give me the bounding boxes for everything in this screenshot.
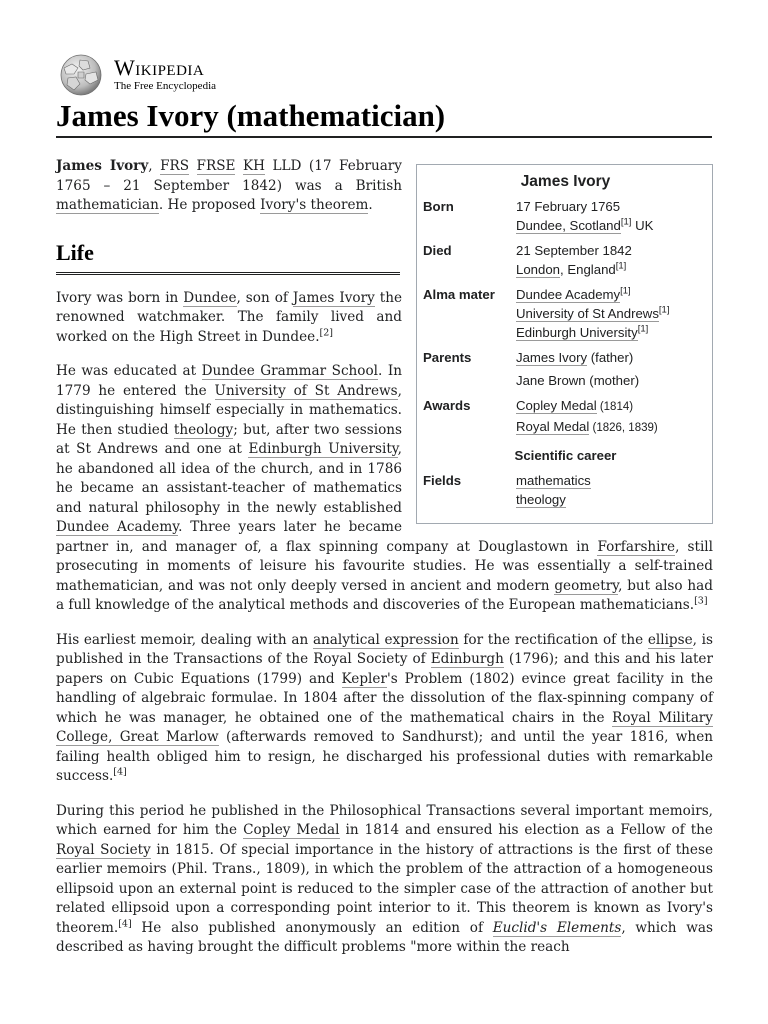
infobox-table	[423, 197, 708, 515]
award-years: (1814)	[596, 401, 634, 413]
infobox-label: Fields	[423, 473, 462, 488]
link-dundee-grammar-school[interactable]: Dundee Grammar School	[201, 363, 379, 379]
text: , is published in the Transactions of the Royal Society of	[56, 631, 713, 667]
text: During this period he published in the Philosophical Transactions several important memoirs, which earned for him the	[56, 802, 713, 838]
site-tagline: The Free Encyclopedia	[114, 80, 217, 92]
section-heading-life: Life	[56, 238, 400, 275]
infobox-title: James Ivory	[520, 173, 611, 190]
link-dundee[interactable]: Dundee	[183, 289, 237, 306]
infobox-value	[516, 396, 708, 444]
link-alma-mater[interactable]: Edinburgh University	[516, 325, 638, 340]
infobox-label: Died	[423, 243, 452, 258]
text: .	[368, 197, 373, 213]
citation-ref[interactable]: [2]	[319, 326, 334, 338]
text: He also published anonymously an edition of	[131, 919, 493, 936]
link-dundee-academy[interactable]: Dundee Academy	[56, 519, 179, 535]
text: , which was described as having brought the difficult problems "more within the reach	[56, 919, 713, 955]
site-header	[56, 52, 712, 96]
text: , still prosecuting in moments of leisure his favourite studies. He was essentially a self-trained mathematician, and was not only deeply versed in ancient and modern	[56, 538, 713, 594]
text: . He proposed	[158, 197, 261, 213]
subject-name: James Ivory	[56, 158, 149, 174]
infobox-value	[516, 241, 708, 285]
life-paragraph	[56, 802, 713, 958]
infobox-label: Parents	[423, 350, 472, 365]
link-euclids-elements[interactable]: Euclid's Elements	[492, 919, 622, 936]
link-forfarshire[interactable]: Forfarshire	[597, 538, 676, 555]
infobox-row-parents	[423, 348, 708, 396]
infobox-row-died	[423, 241, 708, 285]
text: , distinguishing himself especially in mathematics. He then studied	[56, 382, 402, 438]
link-father[interactable]: James Ivory	[516, 350, 588, 365]
infobox-row-fields	[423, 471, 708, 515]
born-date: 17 February 1765	[516, 199, 621, 214]
infobox	[416, 164, 713, 524]
text: 's Problem (1802) evince great facility in the handling of algebraic formulae. In 1804 after the dissolution of the flax-spinning company of which he was manager, he obtained one of the mathematical chairs in the	[56, 670, 713, 726]
link-mathematician[interactable]: mathematician	[56, 197, 159, 213]
infobox-value	[516, 197, 708, 241]
text: He was educated at	[56, 363, 202, 379]
citation-ref[interactable]: [1]	[615, 260, 627, 272]
citation-ref[interactable]: [1]	[620, 216, 632, 228]
link-university-of-st-andrews[interactable]: University of St Andrews	[214, 382, 398, 399]
link-analytical-expression[interactable]: analytical expression	[312, 631, 459, 648]
infobox-subheader: Scientific career	[514, 448, 617, 463]
infobox-row-awards	[423, 396, 708, 444]
text: ; but, after two sessions at St Andrews and one at	[56, 421, 403, 457]
text: for the rectification of the	[458, 631, 648, 648]
infobox-label: Awards	[423, 398, 471, 413]
link-award[interactable]: Royal Medal	[516, 419, 590, 434]
link-copley-medal[interactable]: Copley Medal	[243, 822, 340, 838]
link-field[interactable]: theology	[516, 492, 566, 507]
link-birthplace[interactable]: Dundee, Scotland	[516, 218, 621, 233]
wikipedia-globe-icon[interactable]	[56, 52, 106, 96]
text: in 1815. Of special importance in the history of attractions is the first of these earlier memoirs (Phil. Trans., 1809), in which the problem of the attraction of a homogeneous ellipsoid upon an external point is reduced to the simpler case of the attraction of another but related ellipsoid upon a corresponding point interior to it. This theorem is known as Ivory's theorem.	[56, 841, 713, 936]
link-kh[interactable]: KH	[242, 158, 265, 174]
born-country: UK	[631, 218, 654, 233]
link-edinburgh-university[interactable]: Edinburgh University	[248, 441, 398, 457]
infobox-value	[516, 471, 708, 515]
citation-ref[interactable]: [4]	[118, 917, 132, 929]
text: Ivory was born in	[56, 289, 184, 306]
text: . In 1779 he entered the	[56, 363, 402, 399]
death-country: , England	[560, 262, 616, 277]
link-award[interactable]: Copley Medal	[516, 398, 597, 413]
infobox-value	[516, 285, 708, 348]
wikipedia-wordmark[interactable]	[114, 56, 216, 93]
link-frse[interactable]: FRSE	[196, 158, 236, 174]
link-frs[interactable]: FRS	[160, 158, 190, 174]
citation-ref[interactable]: [4]	[113, 766, 127, 778]
infobox-label: Born	[423, 199, 454, 214]
citation-ref[interactable]: [1]	[620, 285, 631, 297]
text: in 1814 and ensured his election as a Fellow of the	[339, 822, 713, 838]
link-alma-mater[interactable]: University of St Andrews	[516, 306, 659, 321]
text: (afterwards removed to Sandhurst); and until the year 1816, when failing health obliged him to resign, he discharged his professional duties with remarkable success.	[56, 729, 713, 784]
text: , he abandoned all idea of the church, and in 1786 he became an assistant-teacher of mathematics and natural philosophy in the newly established	[56, 441, 402, 516]
text: LLD (17 February 1765 – 21 September 1842) was a British	[56, 158, 402, 194]
death-date: 21 September 1842	[516, 243, 632, 258]
text: , son of	[236, 289, 293, 306]
article-content	[56, 157, 713, 973]
link-james-ivory[interactable]: James Ivory	[292, 289, 375, 306]
text: , but also had a full knowledge of the analytical methods and discoveries of the European mathematicians.	[56, 577, 713, 613]
page-title: James Ivory (mathematician)	[56, 96, 712, 138]
infobox-label: Alma mater	[423, 287, 495, 302]
text: (1796); and this and his later papers on Cubic Equations (1799) and	[56, 651, 713, 687]
text: the renowned watchmaker. The family lived and worked on the High Street in Dundee.	[56, 289, 402, 345]
infobox-row-career-header	[423, 444, 708, 471]
mother: Jane Brown (mother)	[516, 373, 640, 388]
link-ellipse[interactable]: ellipse	[647, 631, 693, 648]
citation-ref[interactable]: [1]	[658, 304, 670, 316]
link-theology[interactable]: theology	[173, 421, 234, 438]
text: . Three years later he became partner in, and manager of, a flax spinning company at Douglastown in	[56, 519, 598, 555]
link-deathplace[interactable]: London	[516, 262, 561, 277]
citation-ref[interactable]: [3]	[694, 595, 708, 607]
site-name: Wikipedia	[114, 55, 205, 80]
link-alma-mater[interactable]: Dundee Academy	[516, 287, 621, 302]
infobox-row-alma-mater	[423, 285, 708, 348]
text: His earliest memoir, dealing with an	[56, 631, 313, 648]
award-years: (1826, 1839)	[589, 422, 658, 434]
link-royal-society[interactable]: Royal Society	[56, 841, 151, 858]
text: ,	[148, 158, 161, 174]
infobox-value	[516, 348, 708, 396]
link-edinburgh[interactable]: Edinburgh	[430, 651, 504, 667]
father-role: (father)	[587, 350, 634, 365]
citation-ref[interactable]: [1]	[637, 323, 649, 335]
link-geometry[interactable]: geometry	[554, 577, 619, 594]
link-royal-military-college[interactable]: Royal Military College, Great Marlow	[56, 709, 713, 745]
link-kepler[interactable]: Kepler	[341, 670, 387, 687]
link-ivorys-theorem[interactable]: Ivory's theorem	[260, 197, 369, 213]
infobox-row-born	[423, 197, 708, 241]
link-field[interactable]: mathematics	[516, 473, 591, 488]
life-paragraph	[56, 631, 713, 787]
